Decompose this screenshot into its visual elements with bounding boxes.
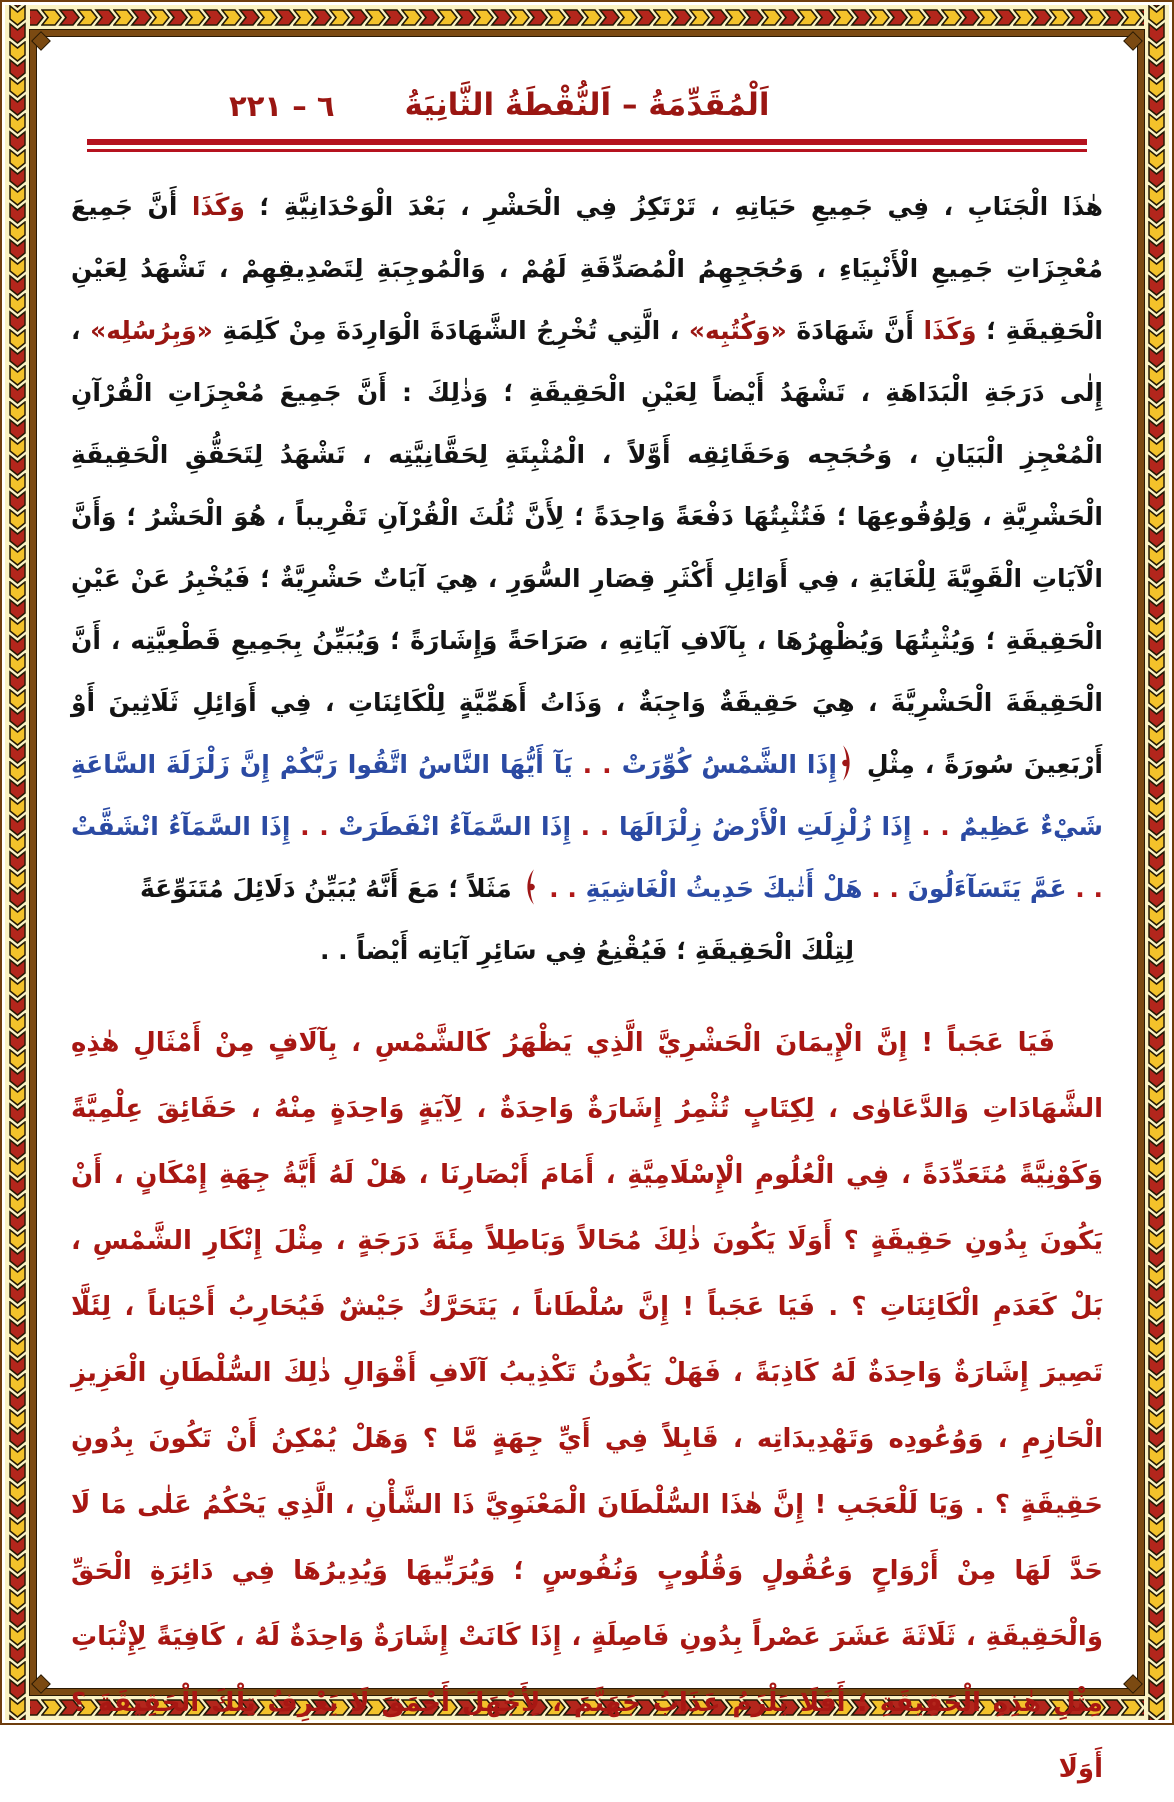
page-header: [71, 37, 1103, 123]
text-run: مَثَلاً ؛ مَعَ أَنَّهُ يُبَيِّنُ دَلَائِلَ مُتَنَوِّعَةً: [139, 874, 521, 903]
text-run: وَكَذَا: [191, 192, 245, 221]
ornamental-border-left: [5, 5, 30, 1720]
verse-separator-dots: . .: [911, 812, 960, 841]
verse-separator-dots: . .: [571, 812, 619, 841]
text-run: ، الَّتِي تُخْرِجُ الشَّهَادَةَ الْوَارِدَةَ مِنْ كَلِمَةِ: [212, 316, 689, 345]
verse-separator-dots: . .: [290, 812, 339, 841]
text-run: أَنَّ جَمِيعَ مُعْجِزَاتِ جَمِيعِ الْأَنْبِيَاءِ ، وَحُجَجِهِمُ الْمُصَدِّقَةِ لَهُمْ ، وَالْمُوجِبَةِ لِتَصْدِيقِهِمْ ، تَشْهَدُ لِعَيْنِ الْحَقِيقَةِ ؛: [71, 192, 1103, 345]
verse-separator-dots: . .: [572, 750, 622, 779]
quran-verse-text: عَمَّ يَتَسَآءَلُونَ: [907, 874, 1067, 903]
text-run: «وَبِرُسُلِه»: [90, 316, 213, 345]
text-run: وَكَذَا: [923, 316, 977, 345]
quran-verse-text: إِذَا السَّمَآءُ انْفَطَرَتْ: [338, 812, 572, 841]
text-run: «وَكُتُبِه»: [688, 316, 787, 345]
quran-close-bracket-icon: [522, 867, 538, 907]
verse-separator-dots: . .: [540, 874, 586, 903]
ornamental-border-top: [5, 5, 1169, 30]
page-content: [37, 37, 1137, 1784]
paragraph-red: فَيَا عَجَباً ! إِنَّ الْإِيمَانَ الْحَشْرِيَّ الَّذِي يَظْهَرُ كَالشَّمْسِ ، بِآلَافٍ مِنْ أَمْثَالِ هٰذِهِ الشَّهَادَاتِ وَالدَّعَاوٰى ، لِكِتَابٍ تُثْمِرُ إِشَارَةٌ وَاحِدَةٌ ، لِآيَةٍ وَاحِدَةٍ مِنْهُ ، حَقَائِقَ عِلْمِيَّةً وَكَوْنِيَّةً مُتَعَدِّدَةً ، فِي الْعُلُومِ الْإِسْلَامِيَّةِ ، أَمَامَ أَبْصَارِنَا ، هَلْ لَهُ أَيَّةُ جِهَةِ إِمْكَانٍ ، أَنْ يَكُونَ بِدُونِ حَقِيقَةٍ ؟ أَوَلَا يَكُونَ ذٰلِكَ مُحَالاً وَبَاطِلاً مِئَةَ دَرَجَةٍ ، مِثْلَ إِنْكَارِ الشَّمْسِ ، بَلْ كَعَدَمِ الْكَائِنَاتِ ؟ . فَيَا عَجَباً ! إِنَّ سُلْطَاناً ، يَتَحَرَّكُ جَيْشٌ فَيُحَارِبُ أَحْيَاناً ، لِئَلَّا تَصِيرَ إِشَارَةٌ وَاحِدَةٌ لَهُ كَاذِبَةً ، فَهَلْ يَكُونُ تَكْذِيبُ آلَافِ أَقْوَالِ ذٰلِكَ السُّلْطَانِ الْعَزِيزِ الْحَازِمِ ، وَوُعُودِه وَتَهْدِيدَاتِه ، قَابِلاً فِي أَيِّ جِهَةٍ مَّا ؟ وَهَلْ يُمْكِنُ أَنْ تَكُونَ بِدُونِ حَقِيقَةٍ ؟ . وَيَا لَلْعَجَبِ ! إِنَّ هٰذَا السُّلْطَانَ الْمَعْنَوِيَّ ذَا الشَّأْنِ ، الَّذِي يَحْكُمُ عَلٰى مَا لَا حَدَّ لَهَا مِنْ أَرْوَاحٍ وَعُقُولٍ وَقُلُوبٍ وَنُفُوسٍ ؛ وَيُرَبِّيهَا وَيُدِيرُهَا فِي دَائِرَةِ الْحَقِّ وَالْحَقِيقَةِ ، ثَلَاثَةَ عَشَرَ عَصْراً بِدُونِ فَاصِلَةٍ ، إِذَا كَانَتْ إِشَارَةٌ وَاحِدَةٌ لَهُ ، كَافِيَةً لِإِثْبَاتِ مِثْلِ هٰذِهِ الْحَقِيقَةِ ؛ أَفَلَا يَلْزَمُ عَذَابُ جَهَنَّمَ ، لِأَجْهَلَ أَحْمَقَ لَا يَعْرِفُ تِلْكَ الْحَقِيقَةَ ؟ أَوَلَا: [71, 1028, 1103, 1784]
quran-open-bracket-icon: [839, 743, 855, 783]
quran-verse-text: إِذَا زُلْزِلَتِ الْأَرْضُ زِلْزَالَهَا: [618, 812, 912, 841]
verse-separator-dots: . .: [862, 874, 908, 903]
page-title: اَلْمُقَدِّمَةُ – اَلنُّقْطَةُ الثَّانِيَةُ: [404, 87, 770, 123]
verse-separator-dots: . .: [1066, 874, 1103, 903]
quran-verse-text: إِذَا السَّمَآءُ انْشَقَّتْ: [71, 812, 291, 841]
paragraph-intro-last-line: لِتِلْكَ الْحَقِيقَةِ ؛ فَيُقْنِعُ فِي سَائِرِ آيَاتِه أَيْضاً . .: [319, 936, 855, 965]
main-text: [71, 176, 1103, 1802]
text-run: أَنَّ شَهَادَةَ: [786, 316, 924, 345]
paragraph-intro: [71, 176, 1103, 920]
quran-verse-text: يَآ أَيُّهَا النَّاسُ اتَّقُوا رَبَّكُمْ إِنَّ زَلْزَلَةَ السَّاعَةِ شَيْءٌ عَظِيمٌ: [71, 750, 1104, 841]
quran-verse-text: إِذَا الشَّمْسُ كُوِّرَتْ: [621, 750, 837, 779]
text-run: ، إِلٰى دَرَجَةِ الْبَدَاهَةِ ، تَشْهَدُ أَيْضاً لِعَيْنِ الْحَقِيقَةِ ؛ وَذٰلِكَ : أَنَّ جَمِيعَ مُعْجِزَاتِ الْقُرْآنِ الْمُعْجِزِ الْبَيَانِ ، وَحُجَجِه وَحَقَائِقِه أَوَّلاً ، الْمُثْبِتَةِ لِحَقَّانِيَّتِه ، تَشْهَدُ لِتَحَقُّقِ الْحَقِيقَةِ الْحَشْرِيَّةِ ، وَلِوُقُوعِهَا ؛ فَتُثْبِتُهَا دَفْعَةً وَاحِدَةً ؛ لِأَنَّ ثُلُثَ الْقُرْآنِ تَقْرِيباً ، هُوَ الْحَشْرُ ؛ وَأَنَّ الْآيَاتِ الْقَوِيَّةَ لِلْغَايَةِ ، فِي أَوَائِلِ أَكْثَرِ قِصَارِ السُّوَرِ ، هِيَ آيَاتٌ حَشْرِيَّةٌ ؛ فَيُخْبِرُ عَنْ عَيْنِ الْحَقِيقَةِ ؛ وَيُثْبِتُهَا وَيُظْهِرُهَا ، بِآلَافِ آيَاتِهِ ، صَرَاحَةً وَإِشَارَةً ؛ وَيُبَيِّنُ بِجَمِيعِ قَطْعِيَّتِه ، أَنَّ الْحَقِيقَةَ الْحَشْرِيَّةَ ، هِيَ حَقِيقَةٌ وَاجِبَةٌ ، وَذَاتُ أَهَمِّيَّةٍ لِلْكَائِنَاتِ ، فِي أَوَائِلِ ثَلَاثِينَ أَوْ أَرْبَعِينَ سُورَةً ، مِثْلِ: [71, 316, 1104, 779]
page-number: ٦ – ٢٢١: [229, 89, 335, 123]
header-rule: [87, 139, 1087, 152]
text-run: هٰذَا الْجَنَابِ ، فِي جَمِيعِ حَيَاتِهِ ، تَرْتَكِزُ فِي الْحَشْرِ ، بَعْدَ الْوَحْدَانِيَّةِ ؛: [244, 192, 1103, 221]
quran-verse-text: هَلْ أَتٰيكَ حَدِيثُ الْغَاشِيَةِ: [585, 874, 863, 903]
ornamental-border-right: [1144, 5, 1169, 1720]
